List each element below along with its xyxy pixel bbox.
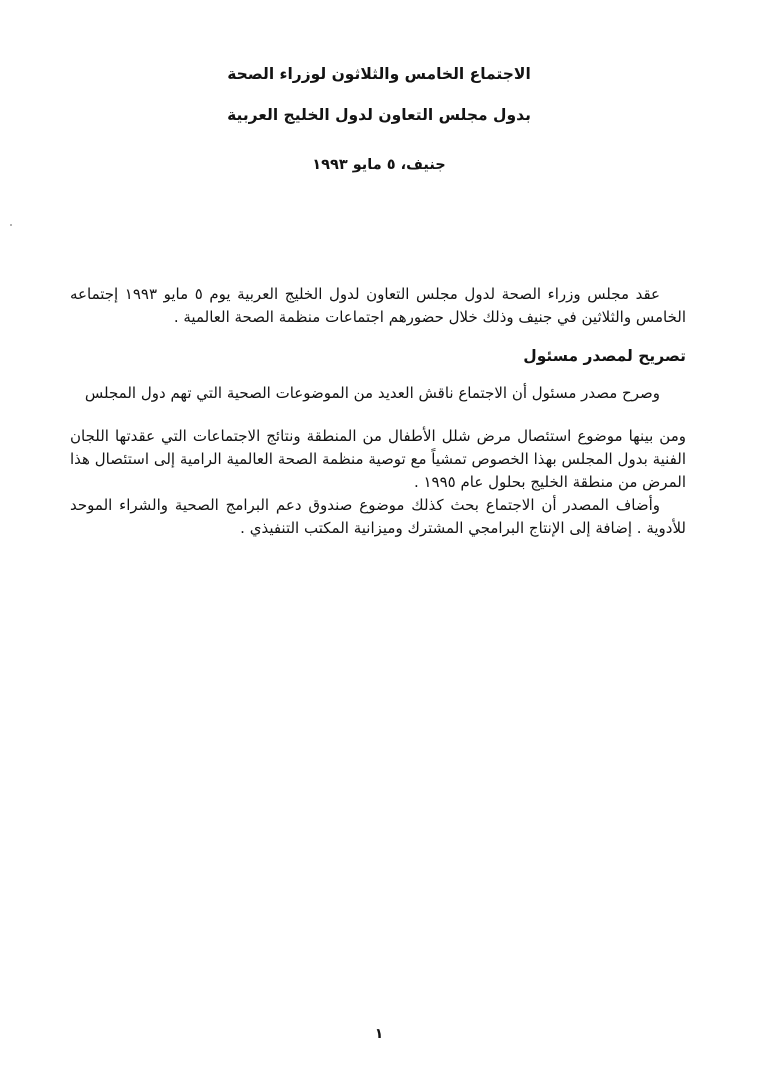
intro-paragraph: عقد مجلس وزراء الصحة لدول مجلس التعاون لدول الخليج العربية يوم ٥ مايو ١٩٩٣ إجتماعه الخامس والثلاثين في جنيف وذلك خلال حضورهم اجتماعات منظمة الصحة العالمية . [70, 285, 686, 327]
body-paragraph-1: وصرح مصدر مسئول أن الاجتماع ناقش العديد من الموضوعات الصحية التي تهم دول المجلس [84, 384, 660, 403]
page-number: ١ [374, 1026, 384, 1042]
section-heading: تصريح لمصدر مسئول [523, 347, 686, 366]
page-footer [0, 1026, 758, 1042]
scan-artifact-dot [10, 224, 12, 226]
body-paragraph-3: وأضاف المصدر أن الاجتماع بحث كذلك موضوع صندوق دعم البرامج الصحية والشراء الموحد للأدوية . إضافة إلى الإنتاج البرامجي المشترك وميزانية المكتب التنفيذي . [70, 496, 686, 538]
document-header [0, 0, 758, 173]
doc-title-line1: الاجتماع الخامس والثلاثون لوزراء الصحة [227, 65, 531, 83]
body-paragraph-2: ومن بينها موضوع استئصال مرض شلل الأطفال من المنطقة ونتائج الاجتماعات التي عقدتها اللجان الفنية بدول المجلس بهذا الخصوص تمشياً مع توصية منظمة الصحة العالمية الرامية إلى استئصال هذا المرض من منطقة الخليج بحلول عام ١٩٩٥ . [70, 427, 686, 492]
doc-title-line2: بدول مجلس التعاون لدول الخليج العربية [227, 106, 531, 125]
doc-date-line: جنيف، ٥ مايو ١٩٩٣ [312, 157, 446, 174]
document-body [0, 283, 758, 540]
